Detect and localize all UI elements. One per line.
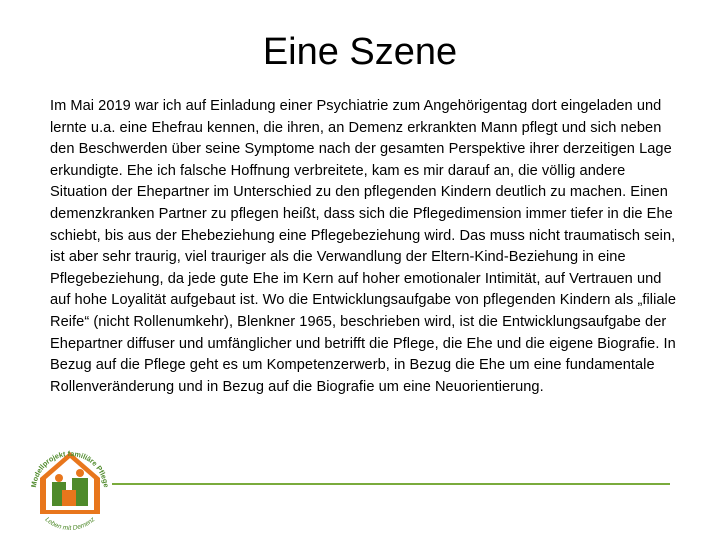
project-logo [22, 438, 118, 534]
slide-title: Eine Szene [262, 31, 458, 73]
body-paragraph: Im Mai 2019 war ich auf Einladung einer Psychiatrie zum Angehörigentag dort eingeladen und lernte u.a. eine Ehefrau kennen, die ihren, an Demenz erkrankten Mann pflegt und sich neben den Beschwerden über seine Symptome nach der gesamten Perspektive ihrer derzeitigen Lage erkundigte. Ehe ich falsche Hoffnung verbreitete, kam es mir darauf an, die völlig andere Situation der Ehepartner im Unterschied zu den pflegenden Kindern deutlich zu machen. Einen demenzkranken Partner zu pflegen heißt, dass sich die Pflegedimension immer tiefer in die Ehe schiebt, bis aus der Ehebeziehung eine Pflegebeziehung wird. Das muss nicht traumatisch sein, ist aber sehr traurig, viel trauriger als die Verwandlung der Eltern-Kind-Beziehung in eine Pflegebeziehung, da jede gute Ehe im Kern auf hoher emotionaler Intimität, auf Vertrauen und auf hohe Loyalität aufgebaut ist. Wo die Entwicklungsaufgabe von pflegenden Kindern als „filiale Reife“ (nicht Rollenumkehr), Blenkner 1965, beschrieben wird, ist die Entwicklungsaufgabe der Ehepartner diffuser und umfänglicher und betrifft die Pflege, die Ehe und die eigene Biografie. In Bezug auf die Pflege geht es um Kompetenzerwerb, in Bezug die Ehe um eine fundamentale Rollenveränderung und in Bezug auf die Biografie um eine Neuorientierung. [50, 98, 676, 395]
footer-divider [112, 483, 670, 485]
logo-top-text: Modellprojekt familiäre Pflege [29, 448, 111, 489]
slide-body [50, 96, 680, 398]
svg-text:Leben mit Demenz [44, 516, 97, 532]
logo-bottom-text: Leben mit Demenz [43, 516, 97, 533]
